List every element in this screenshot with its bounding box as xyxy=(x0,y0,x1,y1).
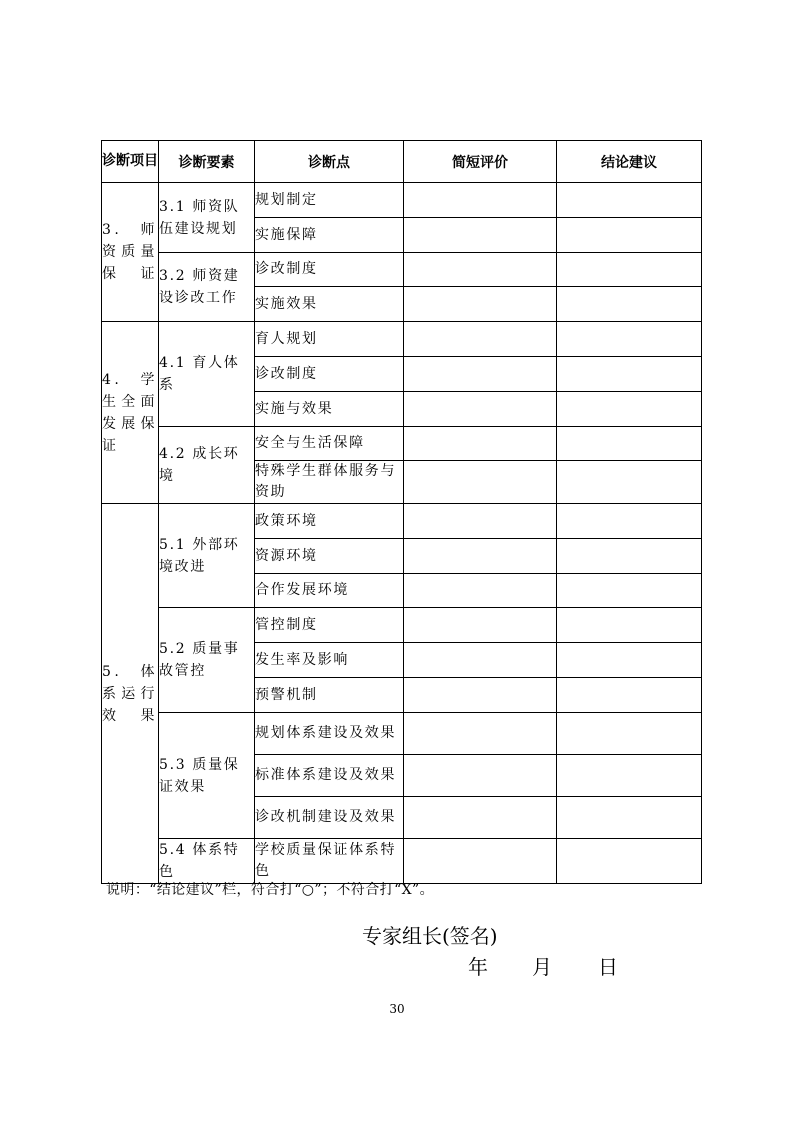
element-cell: 5.4 体系特色 xyxy=(159,839,255,884)
conclusion-cell[interactable] xyxy=(557,504,702,539)
element-cell: 4.2 成长环境 xyxy=(159,427,255,504)
comment-cell[interactable] xyxy=(404,678,557,713)
date-day-label: 日 xyxy=(598,955,618,979)
header-project: 诊断项目 xyxy=(102,141,159,183)
conclusion-cell[interactable] xyxy=(557,392,702,427)
point-cell: 合作发展环境 xyxy=(255,574,404,608)
header-element: 诊断要素 xyxy=(159,141,255,183)
conclusion-cell[interactable] xyxy=(557,713,702,755)
conclusion-cell[interactable] xyxy=(557,218,702,253)
conclusion-cell[interactable] xyxy=(557,574,702,608)
signature-label: 专家组长(签名) xyxy=(362,924,498,948)
conclusion-cell[interactable] xyxy=(557,322,702,357)
conclusion-cell[interactable] xyxy=(557,608,702,643)
point-cell: 实施效果 xyxy=(255,287,404,322)
comment-cell[interactable] xyxy=(404,253,557,287)
comment-cell[interactable] xyxy=(404,608,557,643)
conclusion-cell[interactable] xyxy=(557,357,702,392)
point-cell: 资源环境 xyxy=(255,539,404,574)
category-cell: 3. 师资质量保证 xyxy=(102,183,159,322)
header-comment: 简短评价 xyxy=(404,141,557,183)
comment-cell[interactable] xyxy=(404,643,557,678)
table-note: 说明：“结论建议”栏，符合打“○”；不符合打“X”。 xyxy=(106,882,435,898)
category-cell: 5. 体系运行效果 xyxy=(102,504,159,884)
table-row xyxy=(102,839,702,884)
point-cell: 规划体系建设及效果 xyxy=(255,713,404,755)
point-cell: 政策环境 xyxy=(255,504,404,539)
point-cell: 学校质量保证体系特色 xyxy=(255,839,404,884)
point-cell: 预警机制 xyxy=(255,678,404,713)
conclusion-cell[interactable] xyxy=(557,461,702,504)
table-row xyxy=(102,427,702,461)
comment-cell[interactable] xyxy=(404,539,557,574)
conclusion-cell[interactable] xyxy=(557,253,702,287)
comment-cell[interactable] xyxy=(404,427,557,461)
point-cell: 安全与生活保障 xyxy=(255,427,404,461)
element-cell: 3.2 师资建设诊改工作 xyxy=(159,253,255,322)
conclusion-cell[interactable] xyxy=(557,678,702,713)
element-cell: 4.1 育人体系 xyxy=(159,322,255,427)
comment-cell[interactable] xyxy=(404,183,557,218)
date-year-label: 年 xyxy=(468,955,488,979)
comment-cell[interactable] xyxy=(404,713,557,755)
conclusion-cell[interactable] xyxy=(557,643,702,678)
table-row xyxy=(102,183,702,218)
header-point: 诊断点 xyxy=(255,141,404,183)
conclusion-cell[interactable] xyxy=(557,183,702,218)
conclusion-cell[interactable] xyxy=(557,427,702,461)
table-header-row xyxy=(102,141,702,183)
point-cell: 诊改机制建设及效果 xyxy=(255,797,404,839)
element-cell: 5.1 外部环境改进 xyxy=(159,504,255,608)
conclusion-cell[interactable] xyxy=(557,539,702,574)
element-cell: 5.2 质量事故管控 xyxy=(159,608,255,713)
comment-cell[interactable] xyxy=(404,574,557,608)
date-line xyxy=(468,951,618,980)
element-cell: 5.3 质量保证效果 xyxy=(159,713,255,839)
conclusion-cell[interactable] xyxy=(557,839,702,884)
date-month-label: 月 xyxy=(532,955,552,979)
point-cell: 育人规划 xyxy=(255,322,404,357)
conclusion-cell[interactable] xyxy=(557,797,702,839)
table-row xyxy=(102,713,702,755)
header-conclusion: 结论建议 xyxy=(557,141,702,183)
comment-cell[interactable] xyxy=(404,218,557,253)
point-cell: 特殊学生群体服务与资助 xyxy=(255,461,404,504)
comment-cell[interactable] xyxy=(404,322,557,357)
comment-cell[interactable] xyxy=(404,839,557,884)
point-cell: 实施与效果 xyxy=(255,392,404,427)
point-cell: 发生率及影响 xyxy=(255,643,404,678)
comment-cell[interactable] xyxy=(404,287,557,322)
point-cell: 规划制定 xyxy=(255,183,404,218)
comment-cell[interactable] xyxy=(404,755,557,797)
table-row xyxy=(102,504,702,539)
point-cell: 实施保障 xyxy=(255,218,404,253)
comment-cell[interactable] xyxy=(404,392,557,427)
comment-cell[interactable] xyxy=(404,504,557,539)
table-row xyxy=(102,608,702,643)
table-row xyxy=(102,253,702,287)
point-cell: 诊改制度 xyxy=(255,357,404,392)
point-cell: 诊改制度 xyxy=(255,253,404,287)
diagnosis-table xyxy=(101,140,702,884)
table-row xyxy=(102,322,702,357)
comment-cell[interactable] xyxy=(404,797,557,839)
point-cell: 管控制度 xyxy=(255,608,404,643)
page-number: 30 xyxy=(389,1002,405,1016)
point-cell: 标准体系建设及效果 xyxy=(255,755,404,797)
comment-cell[interactable] xyxy=(404,461,557,504)
conclusion-cell[interactable] xyxy=(557,287,702,322)
conclusion-cell[interactable] xyxy=(557,755,702,797)
category-cell: 4. 学生全面发展保证 xyxy=(102,322,159,504)
comment-cell[interactable] xyxy=(404,357,557,392)
element-cell: 3.1 师资队伍建设规划 xyxy=(159,183,255,253)
